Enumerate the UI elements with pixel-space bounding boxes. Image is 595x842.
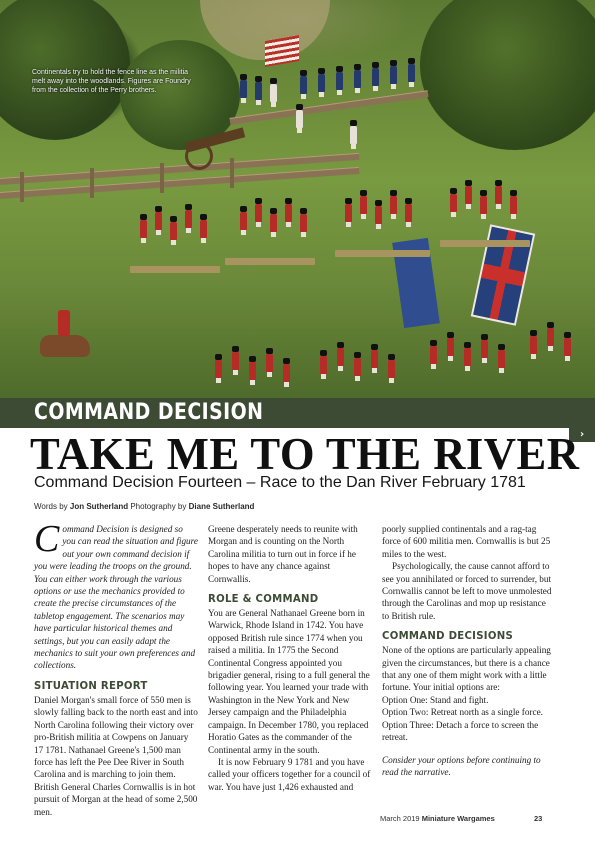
section-kicker: COMMAND DECISION [34,400,264,425]
miniature-figure [388,360,395,378]
miniature-figure [464,348,471,366]
heading-command-decisions: COMMAND DECISIONS [382,629,514,643]
credits-words-label: Words by [34,502,68,511]
option-three: Option Three: Detach a force to screen the retreat. [382,719,539,743]
fence-post [160,163,164,193]
article-credits [34,502,254,511]
figure-base [440,240,530,247]
column-1 [34,518,198,818]
closing-paragraph: Consider your options before continuing to read the narrative. [382,754,541,777]
miniature-figure [283,364,290,382]
role-paragraph-2: It is now February 9 1781 and you have called your officers together for a council of war. You have just 1,426 exhausted and [208,756,371,792]
miniature-figure [390,66,397,84]
miniature-figure [564,338,571,356]
miniature-figure [232,352,239,370]
miniature-figure [185,210,192,228]
tree [420,0,595,150]
miniature-figure [140,220,147,238]
miniature-figure [255,204,262,222]
miniature-figure [285,204,292,222]
figure-base [335,250,430,257]
miniature-figure [296,110,303,128]
heading-role-command: ROLE & COMMAND [208,592,319,606]
col3-paragraph-2: Psychologically, the cause cannot afford to see you annihilated or forced to surrender, but Cornwallis cannot be left to move unmolested through the Carolinas and mop up resistance to British rule. [382,561,552,621]
officer-rider [58,310,70,336]
article-subtitle: Command Decision Fourteen – Race to the Dan River February 1781 [34,474,526,491]
option-one: Option One: Stand and fight. [382,694,489,705]
intro-paragraph [34,518,198,672]
miniature-figure [320,356,327,374]
miniature-figure [354,358,361,376]
miniature-figure [447,338,454,356]
miniature-figure [390,196,397,214]
credits-photo-label: Photography by [130,502,187,511]
miniature-figure [547,328,554,346]
miniature-figure [405,204,412,222]
miniature-figure [408,64,415,82]
miniature-figure [300,76,307,94]
miniature-figure [498,350,505,368]
miniature-figure [200,220,207,238]
miniature-figure [215,360,222,378]
miniature-figure [354,70,361,88]
mounted-officer [40,335,90,357]
miniature-figure [480,196,487,214]
miniature-figure [430,346,437,364]
miniature-figure [360,196,367,214]
miniature-figure [345,204,352,222]
miniature-figure [336,72,343,90]
page-footer [380,814,544,823]
miniature-figure [249,362,256,380]
role-paragraph: You are General Nathanael Greene born in Warwick, Rhode Island in 1742. You have opposed British rule since 1774 when you raised a militia. In 1775 the Second Continental Congress appointed you brigadier general, rising to a full general the following year. You learned your trade with Washington in the New York and New Jersey campaign and the Philadelphia campaign. In December 1780, you replaced Horatio Gates as the commander of the Continental army in the south. [208,608,370,755]
miniature-figure [371,350,378,368]
miniature-figure [510,196,517,214]
col3-paragraph: poorly supplied continentals and a rag-tag force of 600 militia men. Cornwallis is but 25 miles to the west. [382,524,551,559]
miniature-figure [240,212,247,230]
figure-base [130,266,220,273]
miniature-figure [530,336,537,354]
column-3 [382,523,552,778]
heading-situation-report: SITUATION REPORT [34,678,148,692]
figure-base [225,258,315,265]
option-two: Option Two: Retreat north as a single force. [382,707,543,718]
author-name: Jon Sutherland [69,502,129,511]
miniature-figure [170,222,177,240]
footer-magazine: Miniature Wargames [421,814,495,823]
hero-photo [0,0,595,398]
fence-post [20,172,24,202]
miniature-figure [350,126,357,144]
miniature-figure [270,84,277,102]
miniature-figure [240,80,247,98]
miniature-figure [465,186,472,204]
next-arrow-icon[interactable]: › [569,428,595,442]
miniature-figure [495,186,502,204]
miniature-figure [450,194,457,212]
miniature-figure [270,214,277,232]
flag-stars-stripes [265,35,299,67]
miniature-figure [318,74,325,92]
miniature-figure [266,354,273,372]
fence-post [230,158,234,188]
footer-issue: March 2019 [380,814,420,823]
decisions-paragraph: None of the options are particularly appealing given the circumstances, but there is a chance that any one of them might work with a little fortune. Your initial options are: [382,645,551,693]
miniature-figure [481,340,488,358]
intro-text: ommand Decision is designed so you can read the situation and figure out your own command decision if you were leading the troops on the ground. You can either work through the various options or use the mechanics provided to create the precise circumstances of the tabletop engagement. The scenarios may have particular historical themes and settings, but you can easily adapt the mechanics to suit your own preferences and collections. [34,524,198,671]
miniature-figure [255,82,262,100]
miniature-figure [300,214,307,232]
photographer-name: Diane Sutherland [188,502,255,511]
col2-paragraph: Greene desperately needs to reunite with Morgan and is counting on the North Carolina militia to turn out in force if he hopes to have any chance against Cornwallis. [208,524,358,584]
column-2 [208,523,372,793]
cannon-wheel [185,142,213,170]
drop-cap: C [34,518,60,560]
miniature-figure [372,68,379,86]
page-number: 23 [534,814,543,823]
fence-post [90,168,94,198]
situation-paragraph: Daniel Morgan's small force of 550 men is slowly falling back to the north east and into North Carolina following their victory over pro-British militia at Cowpens on January 17 1781. Nathanael Greene's 1,500 man force has left the Pee Dee River in South Carolina and is marching to join them. British General Charles Cornwallis is in hot pursuit of Morgan at the head of some 2,500 men. [34,694,198,817]
article-title: TAKE ME TO THE RIVER [30,428,580,479]
miniature-figure [337,348,344,366]
miniature-figure [375,206,382,224]
miniature-figure [155,212,162,230]
photo-caption: Continentals try to hold the fence line as the militia melt away into the woodlands. Figures are Foundry from the collection of the Perry brothers. [32,69,191,94]
